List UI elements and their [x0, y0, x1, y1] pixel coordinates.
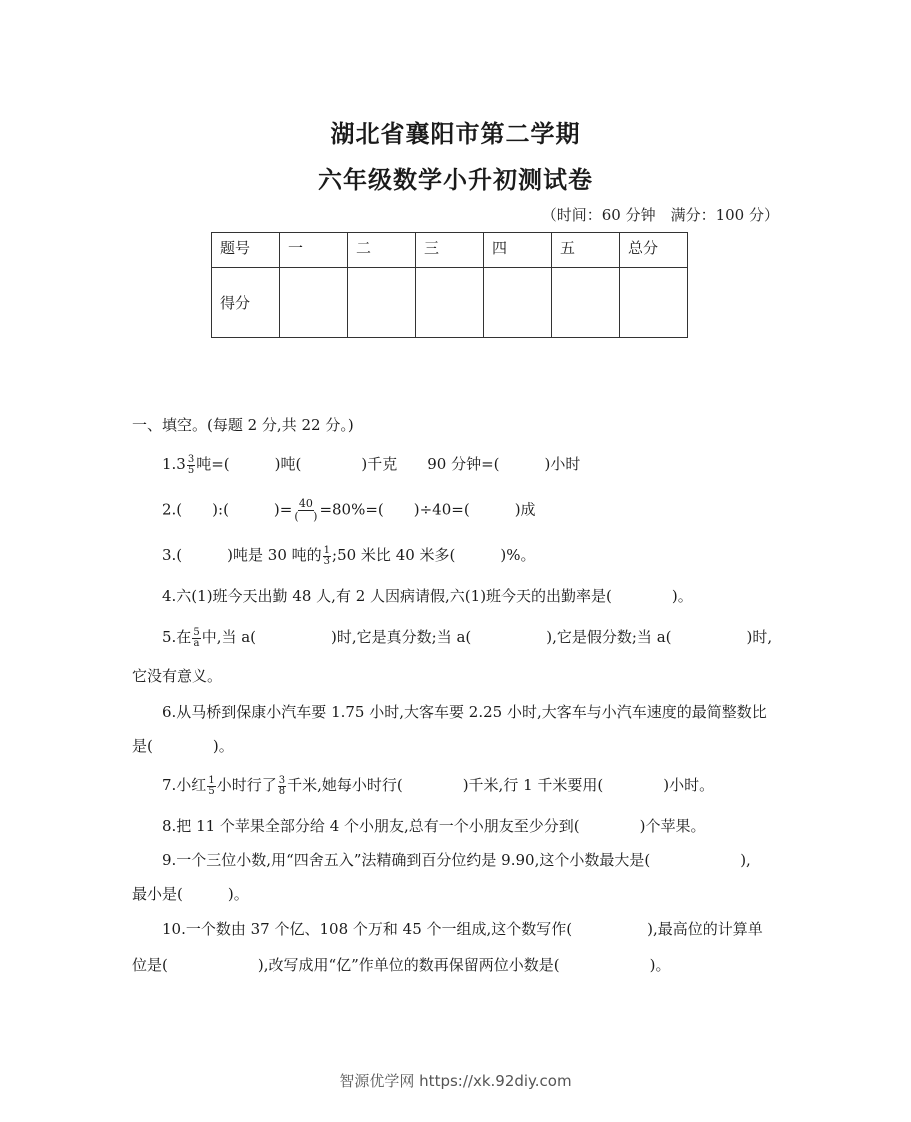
- q1-text-a: 1.3: [162, 455, 186, 473]
- q2-text-a: 2.( ):( )=: [162, 500, 293, 519]
- score-table-header-row: [212, 233, 688, 268]
- question-2: [162, 498, 536, 523]
- q2-fraction: [293, 498, 318, 523]
- q5-text-a: 5.在: [162, 628, 192, 646]
- question-9: 9.一个三位小数,用“四舍五入”法精确到百分位约是 9.90,这个小数最大是( ),: [162, 851, 751, 869]
- q7-text-c: 千米,她每小时行( )千米,行 1 千米要用( )小时。: [287, 776, 715, 794]
- score-header-cell: 三: [416, 233, 484, 268]
- score-header-cell: 总分: [620, 233, 688, 268]
- q1-fraction: [187, 455, 195, 476]
- score-cell[interactable]: [552, 268, 620, 338]
- section-title: 一、填空。(每题 2 分,共 22 分。): [132, 416, 354, 434]
- score-table: [211, 232, 688, 338]
- q5-fraction: [192, 628, 200, 649]
- q1-text-b: 吨=( )吨( )千克 90 分钟=( )小时: [196, 455, 581, 473]
- score-table-score-row: [212, 268, 688, 338]
- q7-numerator-2: 3: [278, 774, 286, 786]
- score-header-cell: 题号: [212, 233, 280, 268]
- q1-denominator: 5: [187, 464, 195, 476]
- question-1: [162, 454, 580, 476]
- q7-denominator-1: 5: [208, 785, 215, 797]
- q1-numerator: 3: [187, 453, 195, 465]
- q5-denominator: a: [193, 637, 200, 649]
- q7-denominator-2: 8: [278, 785, 286, 797]
- question-7: [162, 775, 714, 797]
- question-3: [162, 545, 536, 567]
- score-header-cell: 五: [552, 233, 620, 268]
- exam-meta: （时间：60 分钟 满分：100 分）: [541, 206, 779, 224]
- score-header-cell: 四: [484, 233, 552, 268]
- q5-numerator: 5: [193, 626, 200, 638]
- q7-text-b: 小时行了: [216, 776, 277, 794]
- q3-numerator: 1: [323, 544, 331, 556]
- footer-watermark: 智源优学网 https://xk.92diy.com: [339, 1072, 572, 1090]
- q7-text-a: 7.小红: [162, 776, 207, 794]
- question-6: 6.从马桥到保康小汽车要 1.75 小时,大客车要 2.25 小时,大客车与小汽车速度的最简整数比: [162, 703, 767, 721]
- score-cell[interactable]: [416, 268, 484, 338]
- q3-denominator: 3: [323, 555, 331, 567]
- score-header-cell: 一: [280, 233, 348, 268]
- q2-text-b: =80%=( )÷40=( )成: [319, 500, 536, 519]
- question-5: [162, 627, 772, 649]
- q5-text-b: 中,当 a( )时,它是真分数;当 a( ),它是假分数;当 a( )时,: [201, 628, 773, 646]
- q7-fraction-2: [278, 776, 286, 797]
- q2-denominator: ( ): [294, 510, 318, 523]
- score-cell[interactable]: [484, 268, 552, 338]
- q7-numerator-1: 1: [208, 774, 215, 786]
- q3-fraction: [323, 546, 331, 567]
- question-9-continued: 最小是( )。: [132, 885, 249, 903]
- question-10: 10.一个数由 37 个亿、108 个万和 45 个一组成,这个数写作( ),最高位的计算单: [162, 920, 763, 938]
- q2-numerator: 40: [298, 497, 313, 510]
- title-line-1: 湖北省襄阳市第二学期: [330, 119, 581, 148]
- question-10-continued: 位是( ),改写成用“亿”作单位的数再保留两位小数是( )。: [132, 956, 671, 974]
- question-6-continued: 是( )。: [132, 737, 234, 755]
- title-line-2: 六年级数学小升初测试卷: [318, 165, 593, 194]
- q3-text-b: ;50 米比 40 米多( )%。: [332, 546, 536, 564]
- q3-text-a: 3.( )吨是 30 吨的: [162, 546, 322, 564]
- score-cell[interactable]: [620, 268, 688, 338]
- score-header-cell: 二: [348, 233, 416, 268]
- question-4: 4.六(1)班今天出勤 48 人,有 2 人因病请假,六(1)班今天的出勤率是( )。: [162, 587, 693, 605]
- score-cell[interactable]: [280, 268, 348, 338]
- score-cell[interactable]: [348, 268, 416, 338]
- q7-fraction-1: [207, 776, 215, 797]
- question-8: 8.把 11 个苹果全部分给 4 个小朋友,总有一个小朋友至少分到( )个苹果。: [162, 817, 706, 835]
- score-row-label: 得分: [212, 268, 280, 338]
- question-5-continued: 它没有意义。: [132, 667, 223, 685]
